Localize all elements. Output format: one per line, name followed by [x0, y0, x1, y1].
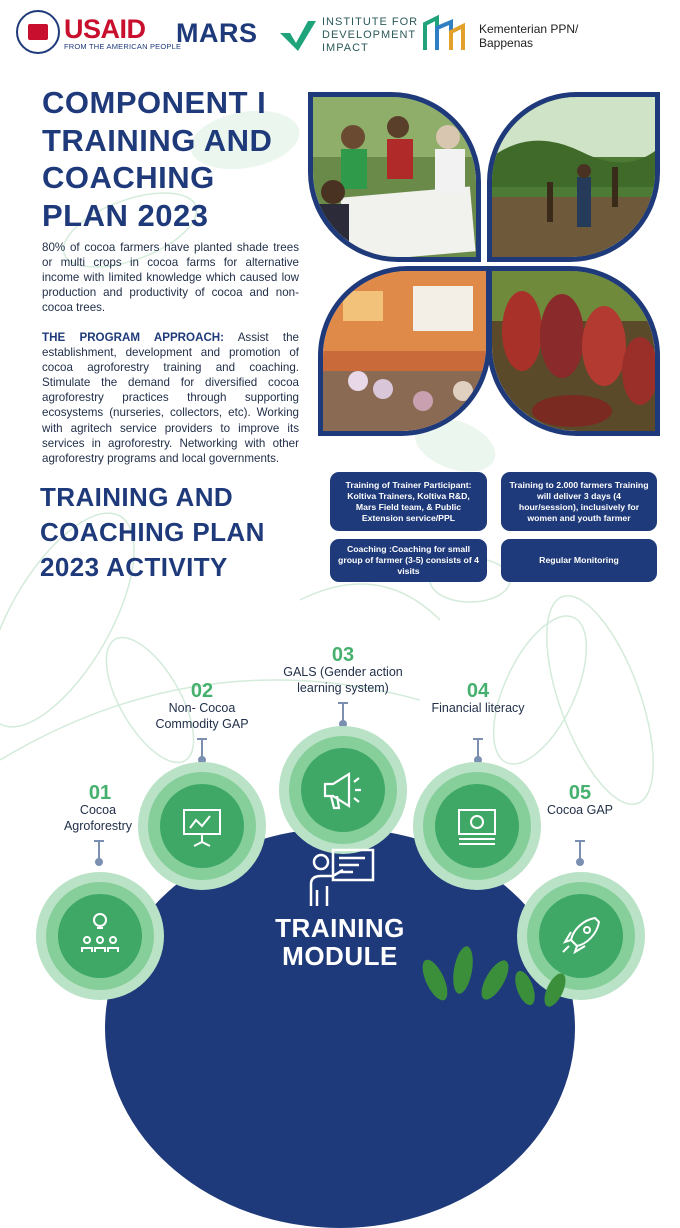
activity-box-tot: Training of Trainer Participant: Koltiva Trainers, Koltiva R&D, Mars Field team, & Public Extension service/PPL: [330, 472, 487, 531]
activity-section-title: TRAINING AND COACHING PLAN 2023 ACTIVITY: [40, 482, 265, 582]
people-lightbulb-icon: [78, 910, 122, 956]
megaphone-icon: [321, 768, 365, 812]
money-icon: [455, 806, 499, 850]
approach-paragraph: [42, 330, 299, 466]
usaid-seal-icon: [16, 10, 60, 54]
idi-logo-icon: [278, 17, 318, 53]
activity-box-farmer-training: Training to 2.000 farmers Training will deliver 3 days (4 hour/session), inclusively for women and youth farmer: [501, 472, 657, 531]
bappenas-logo-text: Kementerian PPN/ Bappenas: [479, 22, 579, 50]
usaid-logo: USAID: [64, 14, 146, 44]
photo-cocoa-pods-image: [492, 271, 660, 436]
mars-logo: MARS: [176, 18, 258, 48]
training-module-title: TRAINING MODULE: [275, 913, 405, 971]
module-03-pin: [342, 702, 344, 722]
teacher-board-icon: [305, 846, 377, 910]
activity-box-coaching: Coaching :Coaching for small group of farmer (3-5) consists of 4 visits: [330, 539, 487, 582]
module-03-label: GALS (Gender action learning system): [283, 665, 403, 695]
presentation-board-icon: [180, 804, 224, 848]
module-02-label: Non- Cocoa Commodity GAP: [155, 701, 249, 731]
leaves-decoration: [415, 940, 575, 1007]
approach-label: THE PROGRAM APPROACH:: [42, 331, 225, 344]
module-03-number: 03: [331, 644, 355, 666]
module-02-pin: [201, 738, 203, 758]
module-01-number: 01: [88, 782, 112, 804]
bappenas-logo-icon: [421, 14, 467, 54]
module-02-number: 02: [190, 680, 214, 702]
activity-box-monitoring: Regular Monitoring: [501, 539, 657, 582]
photo-farmers-workshop-image: [313, 97, 481, 262]
module-04-number: 04: [466, 680, 490, 702]
page-title: COMPONENT I TRAINING AND COACHING PLAN 2023: [42, 85, 273, 233]
idi-logo-text: INSTITUTE FOR DEVELOPMENT IMPACT: [322, 16, 419, 54]
module-01-label: Cocoa Agroforestry: [63, 803, 133, 833]
intro-paragraph: 80% of cocoa farmers have planted shade trees or multi crops in cocoa farms for alternative income with limited knowledge which caused low production and productivity of cocoa and non-cocoa trees.: [42, 241, 299, 315]
usaid-tagline: FROM THE AMERICAN PEOPLE: [64, 42, 182, 51]
module-04-label: Financial literacy: [431, 701, 525, 715]
approach-text: Assist the establishment, development and promotion of cocoa agroforestry training and coaching. Stimulate the demand for diversified cocoa agroforestry practices through supporting ecosystems (nurseries, collectors, etc). Working with agritech service providers to improve its services in agroforestry. Networking with other agroforestry programs and local governments.: [42, 331, 299, 465]
module-01-pin: [98, 840, 100, 860]
module-05-number: 05: [568, 782, 592, 804]
module-04-pin: [477, 738, 479, 758]
module-05-pin: [579, 840, 581, 860]
module-05-label: Cocoa GAP: [546, 803, 613, 817]
